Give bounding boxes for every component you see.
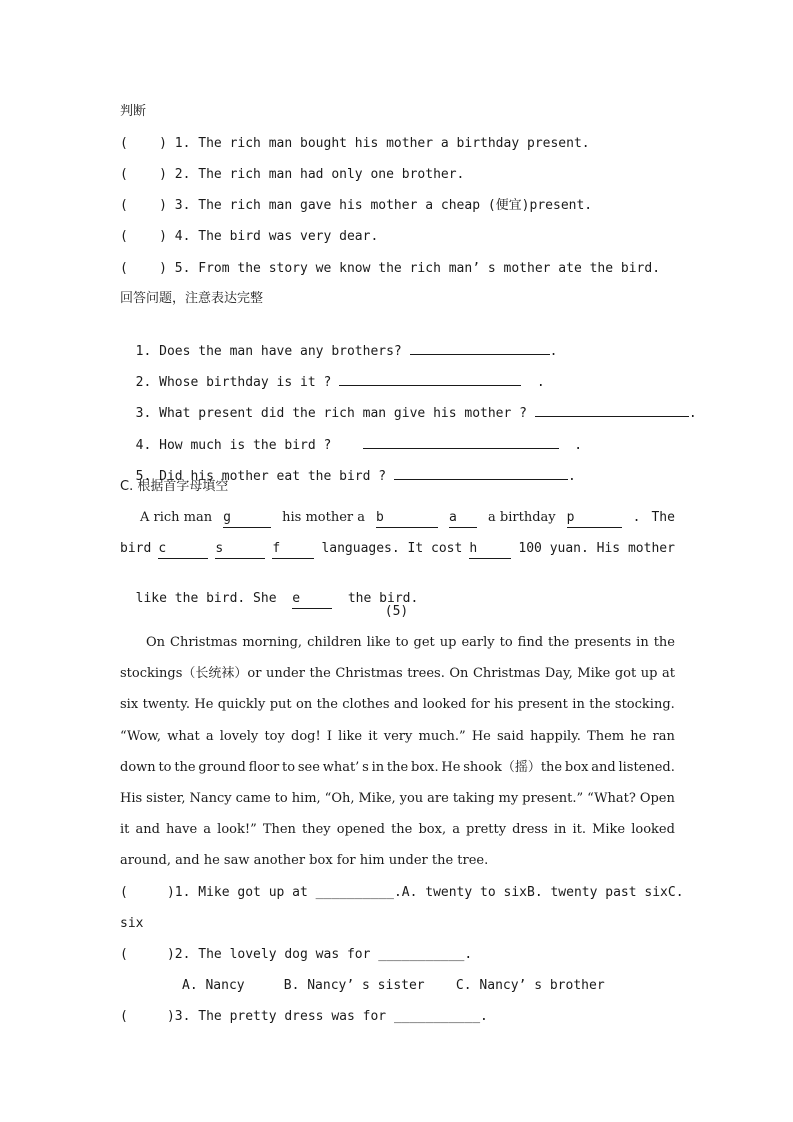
word: dog! [291, 729, 321, 744]
word: Mike, [358, 791, 396, 806]
word: morning, [242, 635, 303, 650]
word: twenty. [142, 697, 190, 712]
text-languages: languages. It cost [321, 541, 463, 556]
word: listened. [618, 760, 675, 775]
word: he [630, 729, 647, 744]
word: said [497, 729, 524, 744]
text-dot: . [632, 510, 641, 525]
word: opened [336, 822, 385, 837]
word: happily. [530, 729, 581, 744]
word: the [653, 635, 675, 650]
text-a-rich-man: A rich man [140, 510, 213, 525]
word: to [395, 635, 409, 650]
word: down [120, 760, 156, 775]
word: “Oh, [324, 791, 355, 806]
period: . [536, 375, 545, 390]
question-text: 1. Does the man have any brothers? [135, 344, 402, 359]
word: came [235, 791, 271, 806]
passage-line-4 [120, 728, 675, 746]
word: box, [418, 822, 447, 837]
word: He [194, 697, 214, 712]
word: Day, [544, 666, 573, 681]
period: . [574, 438, 583, 453]
word: pretty [466, 822, 507, 837]
word: in [553, 822, 567, 837]
word: it [120, 822, 130, 837]
mc-question-text: ( )3. The pretty dress was for [120, 1009, 387, 1024]
word: clothes [342, 697, 390, 712]
text-bird: bird [120, 541, 152, 556]
blank-s[interactable]: s [215, 540, 265, 559]
text-the-bird: the bird. [347, 591, 419, 606]
word: my [498, 791, 519, 806]
blank-e[interactable]: e [292, 590, 332, 609]
word: a [205, 729, 214, 744]
word: under [265, 666, 305, 681]
blank-g[interactable]: g [223, 509, 271, 528]
word: Nancy [189, 791, 232, 806]
text-his-mother-a: his mother a [282, 510, 366, 525]
word: Then [262, 822, 296, 837]
answer-blank[interactable]: ___________. [378, 947, 473, 962]
word: see [297, 760, 320, 775]
word: taking [452, 791, 495, 806]
word: and [591, 760, 616, 775]
blank-f[interactable]: f [272, 540, 314, 559]
mc-question-1 [120, 884, 684, 902]
text-a-birthday: a birthday [488, 510, 556, 525]
word: stockings（长统袜）or [120, 666, 262, 681]
word: to [274, 791, 288, 806]
word: ground [198, 760, 246, 775]
judge-item-1: ( ) 1. The rich man bought his mother a birthday present. [120, 136, 590, 151]
judge-item-5: ( ) 5. From the story we know the rich man’ s mother ate the bird. [120, 261, 661, 276]
word: the [391, 822, 413, 837]
word: Christmas [472, 666, 541, 681]
word: ran [652, 729, 675, 744]
mc-question-3 [120, 1008, 488, 1026]
word: On [146, 635, 166, 650]
word: box [564, 760, 589, 775]
blank-p[interactable]: p [567, 509, 622, 528]
word: on [296, 697, 313, 712]
word: floor [248, 760, 280, 775]
mc-option-b[interactable]: B. twenty past six [527, 885, 668, 900]
word: dress [512, 822, 548, 837]
word: up [439, 635, 457, 650]
word: He [471, 729, 491, 744]
word: “Wow, [120, 729, 162, 744]
word: up [640, 666, 658, 681]
period: . [549, 344, 558, 359]
word: “What? [587, 791, 636, 806]
word: and [393, 697, 419, 712]
question-text: 3. What present did the rich man give his mother ? [135, 406, 527, 421]
word: early [461, 635, 495, 650]
fill-paragraph-line-2 [120, 540, 675, 559]
word: very [383, 729, 413, 744]
word: they [302, 822, 331, 837]
word: presents [574, 635, 632, 650]
word: a [452, 822, 460, 837]
word: to [499, 635, 513, 650]
word: like [338, 729, 363, 744]
word: Christmas [335, 666, 403, 681]
word: get [413, 635, 435, 650]
word: to [158, 760, 172, 775]
mc-option-a[interactable]: A. twenty to six [401, 885, 527, 900]
fill-paragraph-line-1 [120, 509, 675, 528]
section-heading-answer: 回答问题，注意表达完整 [120, 291, 264, 306]
word: in [572, 697, 585, 712]
word: at [662, 666, 675, 681]
word: him, [291, 791, 321, 806]
word: got [614, 666, 637, 681]
passage-line-1 [146, 634, 675, 652]
word: looked [631, 822, 675, 837]
word: On [449, 666, 469, 681]
word: Mike [592, 822, 626, 837]
passage-line-2 [120, 665, 675, 683]
word: in [371, 760, 385, 775]
word: to [281, 760, 296, 775]
word: the [316, 697, 338, 712]
blank-h[interactable]: h [469, 540, 511, 559]
mc-question-text: ( )2. The lovely dog was for [120, 947, 371, 962]
passage-number: (5) [384, 604, 409, 619]
word: lovely [219, 729, 259, 744]
word: stocking. [614, 697, 675, 712]
word: in [636, 635, 649, 650]
word: the [548, 635, 570, 650]
word: Mike [577, 666, 611, 681]
word: put [269, 697, 292, 712]
mc-option-c[interactable]: C. [667, 885, 684, 900]
word: sister, [146, 791, 186, 806]
text-yuan: 100 yuan. His mother [518, 541, 675, 556]
word: for [470, 697, 490, 712]
word: his [494, 697, 514, 712]
mc-question-2 [120, 946, 472, 964]
word: are [427, 791, 449, 806]
word: it [368, 729, 378, 744]
word: Them [587, 729, 625, 744]
word: trees. [407, 666, 445, 681]
passage-line-6 [120, 790, 675, 808]
word: find [517, 635, 544, 650]
judge-item-3: ( ) 3. The rich man gave his mother a cheap (便宜)present. [120, 198, 593, 213]
question-text: 4. How much is the bird ? [135, 438, 332, 453]
word: Open [639, 791, 675, 806]
word: present [517, 697, 568, 712]
word: the [309, 666, 331, 681]
passage-line-7 [120, 821, 675, 839]
word: the [174, 760, 196, 775]
question-text: 5. Did his mother eat the bird ? [135, 469, 387, 484]
question-text: 2. Whose birthday is it ? [135, 375, 332, 390]
section-heading-fill: C. 根据首字母填空 [120, 479, 229, 494]
word: He [441, 760, 461, 775]
word: like [366, 635, 391, 650]
text-the: The [651, 510, 675, 525]
answer-blank[interactable] [394, 465, 568, 480]
answer-blank[interactable] [535, 402, 689, 417]
word: box. [411, 760, 439, 775]
word: Christmas [170, 635, 238, 650]
word: and [135, 822, 160, 837]
word: it. [572, 822, 586, 837]
word: what’ [322, 760, 360, 775]
judge-item-4: ( ) 4. The bird was very dear. [120, 229, 379, 244]
passage-line-5 [120, 759, 675, 777]
word: you [399, 791, 424, 806]
word: I [326, 729, 332, 744]
word: the [589, 697, 611, 712]
word: quickly [217, 697, 266, 712]
word: look!” [217, 822, 257, 837]
mc-option-c-continued: six [120, 916, 144, 931]
word: much.” [418, 729, 466, 744]
answer-blank[interactable]: ___________. [393, 1009, 488, 1024]
word: a [203, 822, 212, 837]
mc-question-2-options[interactable]: A. Nancy B. Nancy’ s sister C. Nancy’ s brother [182, 978, 605, 993]
blank-c[interactable]: c [158, 540, 208, 559]
word: His [120, 791, 143, 806]
word: what [167, 729, 200, 744]
word: shook（摇）the [463, 760, 563, 775]
word: children [307, 635, 362, 650]
judge-item-2: ( ) 2. The rich man had only one brother. [120, 167, 465, 182]
word: present.” [522, 791, 584, 806]
blank-b[interactable]: b [376, 509, 438, 528]
blank-a[interactable]: a [449, 509, 477, 528]
word: six [120, 697, 139, 712]
word: have [166, 822, 198, 837]
word: looked [422, 697, 467, 712]
mc-question-text: ( )1. Mike got up at __________. [120, 885, 402, 900]
text-like: like the bird. She [135, 591, 277, 606]
period: . [567, 469, 576, 484]
word: the [386, 760, 409, 775]
passage-line-8: around, and he saw another box for him under the tree. [120, 853, 489, 868]
word: toy [264, 729, 285, 744]
word: s [362, 760, 369, 775]
section-heading-judge: 判断 [120, 104, 147, 119]
passage-line-3 [120, 696, 675, 714]
period: . [688, 406, 697, 421]
